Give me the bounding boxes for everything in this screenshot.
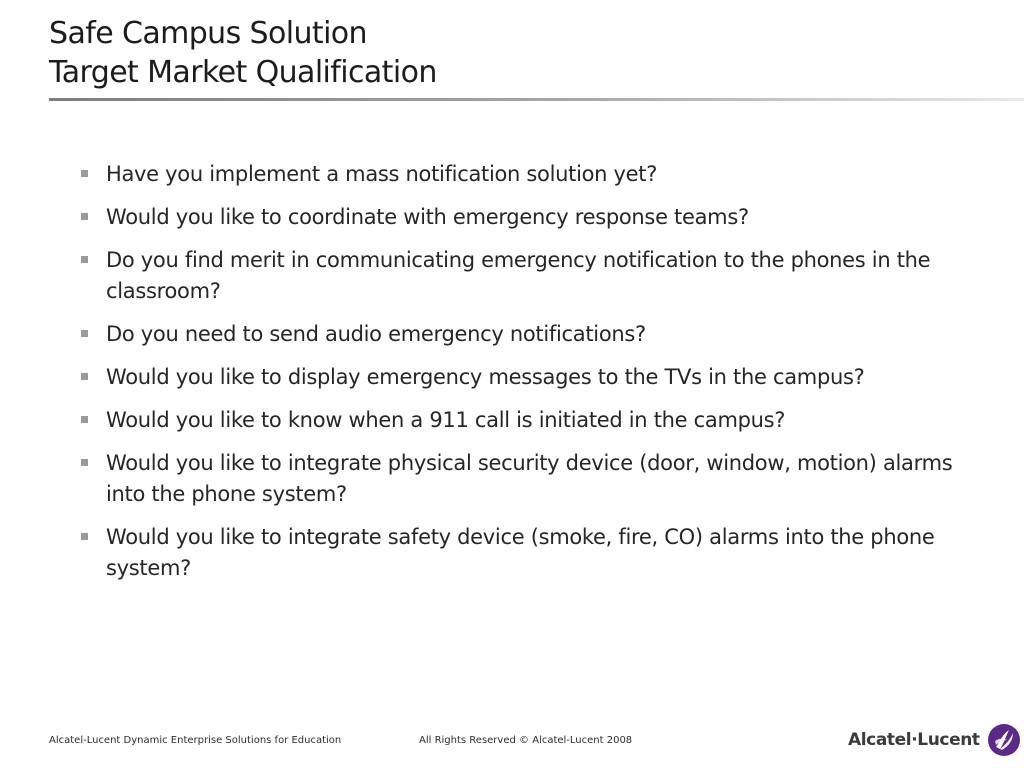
bullet-item (79, 405, 989, 436)
slide-title (49, 14, 437, 92)
bullet-text: Do you need to send audio emergency notifications? (106, 322, 646, 346)
bullet-text: Would you like to know when a 911 call is initiated in the campus? (106, 408, 786, 432)
bullet-item (79, 159, 989, 190)
title-divider (49, 98, 1024, 101)
square-bullet-icon (81, 256, 88, 263)
square-bullet-icon (81, 330, 88, 337)
company-logo (848, 722, 1021, 758)
square-bullet-icon (81, 213, 88, 220)
bullet-text: Would you like to display emergency messages to the TVs in the campus? (106, 365, 865, 389)
slide-title-line-1: Safe Campus Solution (49, 16, 367, 51)
square-bullet-icon (81, 459, 88, 466)
bullet-item (79, 319, 989, 350)
bullet-text: Would you like to coordinate with emergency response teams? (106, 205, 749, 229)
slide-title-line-2: Target Market Qualification (49, 55, 437, 90)
bullet-text: Do you find merit in communicating emergency notification to the phones in the classroom? (106, 248, 931, 303)
bullet-item (79, 202, 989, 233)
footer-left-text: Alcatel-Lucent Dynamic Enterprise Solutions for Education (49, 735, 342, 746)
logo-wordmark: Alcatel·Lucent (848, 730, 980, 750)
square-bullet-icon (81, 416, 88, 423)
bullet-text: Have you implement a mass notification solution yet? (106, 162, 658, 186)
bullet-item (79, 245, 989, 307)
footer-copyright: All Rights Reserved © Alcatel-Lucent 2008 (419, 735, 633, 746)
bullet-item (79, 522, 989, 584)
alcatel-lucent-swirl-logo-icon (987, 723, 1021, 757)
square-bullet-icon (81, 373, 88, 380)
square-bullet-icon (81, 533, 88, 540)
bullet-item (79, 448, 989, 510)
bullet-text: Would you like to integrate physical security device (door, window, motion) alarms into the phone system? (106, 451, 953, 506)
bullet-list (79, 159, 989, 596)
bullet-item (79, 362, 989, 393)
square-bullet-icon (81, 170, 88, 177)
bullet-text: Would you like to integrate safety device (smoke, fire, CO) alarms into the phone system? (106, 525, 935, 580)
